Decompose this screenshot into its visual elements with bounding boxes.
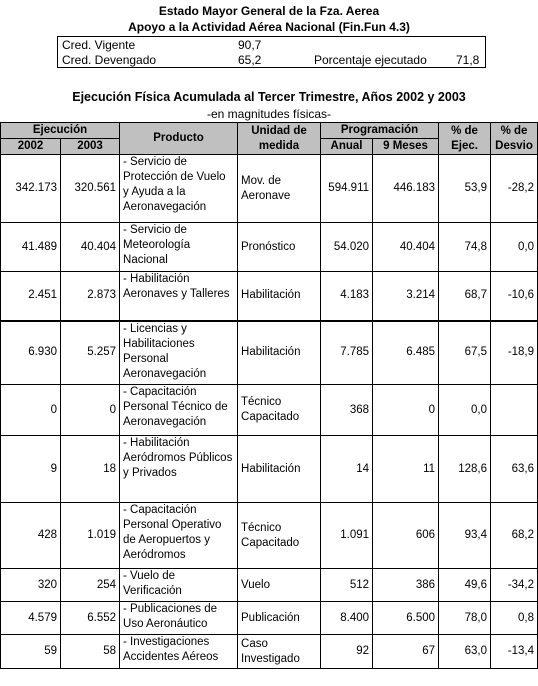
cred-vigente-value: 90,7 [238,38,262,52]
cell-2002: 9 [1,436,61,503]
cell-anual: 1.091 [321,503,373,569]
cell-anual: 54.020 [321,223,373,272]
execution-table [0,122,538,669]
cell-pct-desvio [491,385,538,436]
cell-2002: 59 [1,635,61,669]
cell-unidad: Técnico Capacitado [238,503,321,569]
cell-pct-ejec: 128,6 [439,436,491,503]
cell-9-meses: 606 [373,503,439,569]
cell-pct-desvio: -28,2 [491,155,538,223]
cell-9-meses: 11 [373,436,439,503]
cell-pct-desvio: 68,2 [491,503,538,569]
cell-9-meses: 0 [373,385,439,436]
header-9-meses: 9 Meses [373,139,439,155]
cell-anual: 14 [321,436,373,503]
cell-2002: 4.579 [1,602,61,635]
table-row [1,155,538,223]
header-2002: 2002 [1,139,61,155]
cell-unidad: Habilitación [238,321,321,385]
header-producto: Producto [120,123,238,155]
table-row [1,602,538,635]
cell-2002: 2.451 [1,272,61,321]
cell-unidad: Pronóstico [238,223,321,272]
header-line-2: Apoyo a la Actividad Aérea Nacional (Fin.Fun 4.3) [128,20,410,34]
cell-2003: 0 [61,385,120,436]
cell-unidad: Caso Investigado [238,635,321,669]
header-programacion: Programación [321,123,439,139]
units-note: -en magnitudes físicas- [206,107,332,121]
cell-pct-desvio: 63,6 [491,436,538,503]
header-pct-desvio: % de Desvio [491,123,538,155]
cell-2003: 40.404 [61,223,120,272]
table-row [1,635,538,669]
cell-pct-desvio: -10,6 [491,272,538,321]
cell-producto: - Habilitación Aeronaves y Talleres [120,272,238,321]
cell-9-meses: 40.404 [373,223,439,272]
table-title: Ejecución Física Acumulada al Tercer Trimestre, Años 2002 y 2003 [72,90,466,104]
cell-9-meses: 6.485 [373,321,439,385]
table-row [1,436,538,503]
cell-anual: 92 [321,635,373,669]
cell-producto: - Habilitación Aeródromos Públicos y Privados [120,436,238,503]
cell-unidad: Vuelo [238,569,321,602]
cell-2002: 41.489 [1,223,61,272]
cell-producto: - Vuelo de Verificación [120,569,238,602]
cred-devengado-value: 65,2 [238,53,262,67]
cell-2003: 320.561 [61,155,120,223]
header-line-1: Estado Mayor General de la Fza. Aerea [158,4,380,18]
table-row [1,272,538,321]
cell-anual: 512 [321,569,373,602]
cell-2002: 428 [1,503,61,569]
cell-2002: 6.930 [1,321,61,385]
cell-producto: - Capacitación Personal Técnico de Aeronavegación [120,385,238,436]
cell-producto: - Servicio de Meteorología Nacional [120,223,238,272]
cell-producto: - Servicio de Protección de Vuelo y Ayuda a la Aeronavegación [120,155,238,223]
cell-2003: 58 [61,635,120,669]
header-ejecucion: Ejecución [1,123,120,139]
cell-2003: 1.019 [61,503,120,569]
cell-9-meses: 446.183 [373,155,439,223]
header-anual: Anual [321,139,373,155]
cell-pct-ejec: 49,6 [439,569,491,602]
cell-2003: 5.257 [61,321,120,385]
cell-pct-ejec: 53,9 [439,155,491,223]
header-pct-ejec: % de Ejec. [439,123,491,155]
cell-pct-ejec: 63,0 [439,635,491,669]
cell-pct-desvio: -13,4 [491,635,538,669]
cell-9-meses: 67 [373,635,439,669]
table-row [1,321,538,385]
porcentaje-label: Porcentaje ejecutado [314,53,427,67]
cell-producto: - Publicaciones de Uso Aeronáutico [120,602,238,635]
cell-pct-ejec: 93,4 [439,503,491,569]
cell-unidad: Técnico Capacitado [238,385,321,436]
cell-unidad: Mov. de Aeronave [238,155,321,223]
cell-pct-ejec: 74,8 [439,223,491,272]
cell-9-meses: 386 [373,569,439,602]
cell-pct-desvio: -34,2 [491,569,538,602]
cell-unidad: Publicación [238,602,321,635]
cell-anual: 7.785 [321,321,373,385]
cell-2002: 320 [1,569,61,602]
table-row [1,223,538,272]
cell-2003: 6.552 [61,602,120,635]
cell-pct-ejec: 0,0 [439,385,491,436]
cell-pct-ejec: 78,0 [439,602,491,635]
cell-2003: 18 [61,436,120,503]
cell-9-meses: 6.500 [373,602,439,635]
cell-producto: - Licencias y Habilitaciones Personal Aeronavegación [120,321,238,385]
cell-unidad: Habilitación [238,272,321,321]
cell-2003: 2.873 [61,272,120,321]
cell-9-meses: 3.214 [373,272,439,321]
porcentaje-value: 71,8 [456,53,480,67]
table-row [1,503,538,569]
cell-producto: - Capacitación Personal Operativo de Aeropuertos y Aeródromos [120,503,238,569]
cell-pct-desvio: 0,8 [491,602,538,635]
cell-anual: 4.183 [321,272,373,321]
cell-2002: 0 [1,385,61,436]
cell-anual: 368 [321,385,373,436]
cell-anual: 594.911 [321,155,373,223]
cred-devengado-label: Cred. Devengado [62,53,157,67]
cell-producto: - Investigaciones Accidentes Aéreos [120,635,238,669]
cell-unidad: Habilitación [238,436,321,503]
cred-vigente-label: Cred. Vigente [62,38,136,52]
credit-summary-box [57,36,486,68]
cell-2002: 342.173 [1,155,61,223]
table-row [1,385,538,436]
cell-pct-desvio: 0,0 [491,223,538,272]
cell-anual: 8.400 [321,602,373,635]
cell-pct-ejec: 68,7 [439,272,491,321]
header-unidad: Unidad de medida [238,123,321,155]
header-2003: 2003 [61,139,120,155]
cell-pct-desvio: -18,9 [491,321,538,385]
table-row [1,569,538,602]
cell-2003: 254 [61,569,120,602]
cell-pct-ejec: 67,5 [439,321,491,385]
